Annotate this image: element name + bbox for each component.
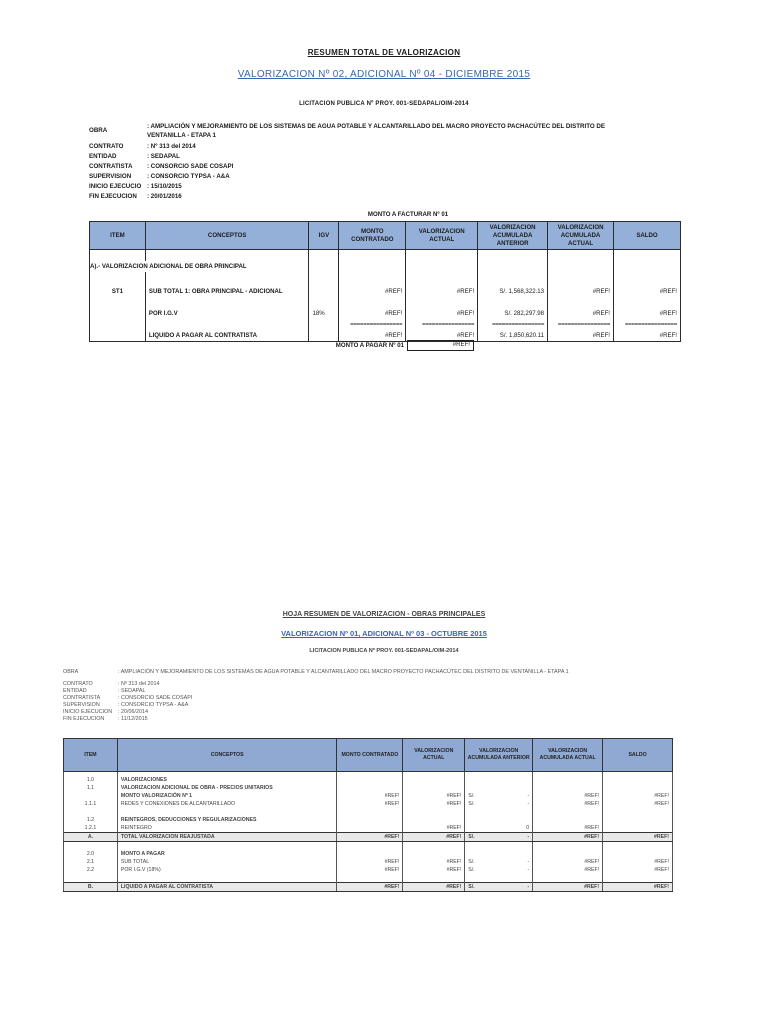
table-row (90, 330, 681, 342)
cell-saldo: #REF! (603, 858, 673, 866)
doc2-info-block (63, 669, 683, 729)
obra-value-2: VENTANILLA - ETAPA 1 (147, 132, 216, 139)
cell-actual (403, 874, 465, 883)
table-row (64, 824, 673, 833)
cell-acum (533, 842, 603, 851)
info-value: : CONSORCIO TYPSA - A&A (118, 702, 189, 708)
cell-anterior: S/. 1,568,322.13 (478, 286, 548, 297)
cell-item: A. (64, 833, 118, 842)
cell-monto (337, 776, 403, 784)
cell-anterior: - (477, 800, 533, 808)
cell-saldo (603, 784, 673, 792)
cell-acum (533, 874, 603, 883)
cell-anterior (477, 874, 533, 883)
info-label: ENTIDAD (89, 153, 117, 160)
cell-actual: #REF! (403, 866, 465, 874)
cell-saldo: #REF! (603, 792, 673, 800)
cell-actual: #REF! (403, 858, 465, 866)
info-value: : 11/12/2015 (118, 716, 148, 722)
info-label: ENTIDAD (63, 688, 87, 694)
cell-concepto: POR I.G.V (18%) (117, 866, 337, 874)
cell-item (64, 792, 118, 800)
info-value: : SEDAPAL (147, 153, 180, 160)
cell-sol: S/. (465, 858, 477, 866)
table-row (90, 308, 681, 319)
table-row (64, 776, 673, 784)
cell-concepto: REINTEGROS, DEDUCCIONES Y REGULARIZACIONES (117, 816, 337, 824)
cell-item: 2.1 (64, 858, 118, 866)
doc2-licitacion: LICITACION PUBLICA Nº PROY. 001-SEDAPAL/OIM-2014 (309, 648, 459, 654)
cell-concepto: MONTO VALORIZACIÓN Nº 1 (117, 792, 337, 800)
cell-saldo (603, 824, 673, 833)
info-value: : 20/06/2014 (118, 709, 148, 715)
cell-monto: #REF! (337, 792, 403, 800)
cell-monto: #REF! (339, 330, 406, 342)
info-label: INICIO EJECUCION (63, 709, 113, 715)
cell-sol: S/. (465, 866, 477, 874)
table-row (64, 883, 673, 892)
col-header: VALORIZACION ACUMULADA ANTERIOR (478, 222, 548, 250)
col-header: ITEM (90, 222, 146, 250)
cell-acum: #REF! (533, 866, 603, 874)
dash-separator: ================ (406, 319, 478, 330)
cell-concepto: VALORIZACIONES (117, 776, 337, 784)
cell-acum: #REF! (548, 286, 614, 297)
cell-sol: S/. (465, 883, 477, 892)
table-row (64, 792, 673, 800)
cell-anterior (477, 850, 533, 858)
dash-separator: ================ (478, 319, 548, 330)
cell-anterior (477, 842, 533, 851)
cell-item: 1.1.1 (64, 800, 118, 808)
cell-monto (337, 874, 403, 883)
table-row (64, 833, 673, 842)
cell-saldo (603, 842, 673, 851)
cell-actual: #REF! (403, 883, 465, 892)
cell-item: 1.1 (64, 784, 118, 792)
cell-saldo (603, 850, 673, 858)
info-value: : Nº 313 del 2014 (118, 681, 160, 687)
table-row (64, 808, 673, 816)
doc1-subtitle: VALORIZACION Nº 02, ADICIONAL Nº 04 - DICIEMBRE 2015 (237, 69, 531, 80)
cell-actual: #REF! (403, 824, 465, 833)
info-label: CONTRATISTA (89, 163, 133, 170)
cell-igv: 18% (309, 308, 339, 319)
cell-monto (337, 824, 403, 833)
cell-monto: #REF! (337, 800, 403, 808)
cell-concepto: SUB TOTAL 1: OBRA PRINCIPAL - ADICIONAL (145, 286, 309, 297)
col-header: VALORIZACION ACTUAL (406, 222, 478, 250)
table-row (64, 800, 673, 808)
cell-sol (465, 776, 477, 784)
cell-sol: S/. (465, 833, 477, 842)
cell-anterior: - (477, 792, 533, 800)
info-label: INICIO EJECUCIO (89, 183, 142, 190)
cell-item: B. (64, 883, 118, 892)
cell-saldo: #REF! (603, 833, 673, 842)
cell-sol (465, 816, 477, 824)
cell-sol (465, 784, 477, 792)
cell-concepto: SUB TOTAL (117, 858, 337, 866)
obra-value-1: : AMPLIACIÓN Y MEJORAMIENTO DE LOS SISTEMAS DE AGUA POTABLE Y ALCANTARILLADO DEL MACRO PROYECTO PACHACÚTEC DEL DISTRITO DE (147, 123, 606, 130)
table-row (64, 816, 673, 824)
col-header: IGV (309, 222, 339, 250)
cell-item (64, 808, 118, 816)
table-row (64, 866, 673, 874)
cell-actual (403, 784, 465, 792)
obra-label: OBRA (63, 669, 79, 675)
cell-concepto: LIQUIDO A PAGAR AL CONTRATISTA (117, 883, 337, 892)
monto-facturar-label: MONTO A FACTURAR Nº 01 (367, 211, 449, 218)
cell-acum (533, 784, 603, 792)
col-header: CONCEPTOS (145, 222, 309, 250)
info-label: CONTRATO (89, 143, 124, 150)
cell-concepto: REDES Y CONEXIONES DE ALCANTARILLADO (117, 800, 337, 808)
col-header: VALORIZACION ACUMULADA ACTUAL (548, 222, 614, 250)
table-row (64, 858, 673, 866)
cell-acum: #REF! (533, 824, 603, 833)
cell-saldo: #REF! (614, 286, 681, 297)
cell-sol (465, 824, 477, 833)
cell-acum: #REF! (533, 792, 603, 800)
cell-monto: #REF! (337, 833, 403, 842)
cell-concepto: POR I.G.V (145, 308, 309, 319)
doc2-title: HOJA RESUMEN DE VALORIZACION - OBRAS PRINCIPALES (282, 611, 486, 618)
cell-concepto (117, 808, 337, 816)
cell-monto: #REF! (337, 866, 403, 874)
cell-saldo (603, 776, 673, 784)
cell-actual: #REF! (406, 330, 478, 342)
cell-sol (465, 842, 477, 851)
cell-actual: #REF! (406, 308, 478, 319)
info-label: FIN EJECUCION (89, 193, 137, 200)
col-header: MONTO CONTRATADO (339, 222, 406, 250)
cell-monto: #REF! (337, 858, 403, 866)
col-header: ITEM (64, 739, 118, 772)
table-row (64, 874, 673, 883)
info-value: : Nº 313 del 2014 (147, 143, 196, 150)
cell-anterior: 0 (477, 824, 533, 833)
info-value: : CONSORCIO SADE COSAPI (118, 695, 193, 701)
cell-saldo: #REF! (614, 308, 681, 319)
cell-anterior (477, 776, 533, 784)
cell-monto (337, 784, 403, 792)
cell-item: ST1 (90, 286, 146, 297)
cell-item: 1.2.1 (64, 824, 118, 833)
table-row (90, 261, 681, 272)
info-value: : CONSORCIO SADE COSAPI (147, 163, 234, 170)
dash-separator: ================ (548, 319, 614, 330)
cell-anterior: - (477, 883, 533, 892)
cell-actual: #REF! (403, 792, 465, 800)
cell-concepto (117, 874, 337, 883)
col-header: SALDO (614, 222, 681, 250)
cell-item: 1.0 (64, 776, 118, 784)
cell-concepto: MONTO A PAGAR (117, 850, 337, 858)
cell-anterior: S/. 282,297.98 (478, 308, 548, 319)
cell-saldo: #REF! (603, 883, 673, 892)
cell-monto: #REF! (339, 286, 406, 297)
cell-actual: #REF! (406, 286, 478, 297)
cell-actual (403, 850, 465, 858)
cell-actual (403, 776, 465, 784)
cell-item: 2.2 (64, 866, 118, 874)
info-label: CONTRATO (63, 681, 93, 687)
cell-actual (403, 808, 465, 816)
cell-actual (403, 816, 465, 824)
doc1-title: RESUMEN TOTAL DE VALORIZACION (307, 48, 461, 57)
info-value: : SEDAPAL (118, 688, 146, 694)
table-row (64, 850, 673, 858)
cell-acum: #REF! (548, 330, 614, 342)
cell-anterior: - (477, 833, 533, 842)
cell-monto (337, 808, 403, 816)
col-header: VALORIZACION ACTUAL (403, 739, 465, 772)
dash-separator: ================ (339, 319, 406, 330)
cell-acum (533, 816, 603, 824)
cell-item: 2.0 (64, 850, 118, 858)
cell-saldo (603, 874, 673, 883)
cell-anterior: - (477, 866, 533, 874)
cell-sol (465, 808, 477, 816)
table-row (90, 286, 681, 297)
cell-item (64, 874, 118, 883)
cell-monto (337, 850, 403, 858)
section-a-label: A).- VALORIZACION ADICIONAL DE OBRA PRINCIPAL (90, 261, 309, 272)
cell-item: 1.2 (64, 816, 118, 824)
monto-pagar-value: #REF! (407, 340, 474, 351)
dash-row (90, 319, 681, 330)
cell-sol: S/. (465, 792, 477, 800)
cell-item (64, 842, 118, 851)
cell-anterior (477, 816, 533, 824)
cell-anterior (477, 784, 533, 792)
doc1-licitacion: LICITACION PUBLICA Nº PROY. 001-SEDAPAL/OIM-2014 (299, 101, 469, 107)
col-header: VALORIZACION ACUMULADA ANTERIOR (465, 739, 533, 772)
cell-concepto (117, 842, 337, 851)
cell-acum (533, 776, 603, 784)
cell-concepto: REINTEGRO (117, 824, 337, 833)
cell-actual (403, 842, 465, 851)
cell-anterior (477, 808, 533, 816)
col-header: VALORIZACION ACUMULADA ACTUAL (533, 739, 603, 772)
info-value: : CONSORCIO TYPSA - A&A (147, 173, 230, 180)
doc1-info-block (89, 124, 689, 204)
info-label: CONTRATISTA (63, 695, 101, 701)
table-row (64, 784, 673, 792)
cell-sol (465, 874, 477, 883)
cell-monto (337, 842, 403, 851)
info-value: : 20/01/2016 (147, 193, 182, 200)
cell-anterior: S/. 1,850,620.11 (478, 330, 548, 342)
doc2-subtitle: VALORIZACION Nº 01, ADICIONAL Nº 03 - OCTUBRE 2015 (281, 629, 487, 638)
cell-acum: #REF! (533, 883, 603, 892)
col-header: CONCEPTOS (117, 739, 337, 772)
dash-separator: ================ (614, 319, 681, 330)
cell-actual: #REF! (403, 833, 465, 842)
cell-monto (337, 816, 403, 824)
info-label: SUPERVISION (63, 702, 100, 708)
cell-sol: S/. (465, 800, 477, 808)
cell-acum: #REF! (533, 833, 603, 842)
cell-monto: #REF! (339, 308, 406, 319)
col-header: MONTO CONTRATADO (337, 739, 403, 772)
cell-concepto: LIQUIDO A PAGAR AL CONTRATISTA (145, 330, 309, 342)
cell-sol (465, 850, 477, 858)
valorizacion-table-2 (63, 738, 673, 892)
valorizacion-table-1 (89, 221, 681, 342)
obra-label: OBRA (89, 127, 108, 134)
cell-actual: #REF! (403, 800, 465, 808)
table-row (64, 842, 673, 851)
cell-saldo (603, 808, 673, 816)
cell-igv (309, 286, 339, 297)
cell-acum: #REF! (533, 800, 603, 808)
cell-acum: #REF! (533, 858, 603, 866)
cell-concepto: TOTAL VALORIZACION REAJUSTADA (117, 833, 337, 842)
cell-monto: #REF! (337, 883, 403, 892)
cell-saldo: #REF! (603, 800, 673, 808)
cell-saldo (603, 816, 673, 824)
cell-saldo: #REF! (614, 330, 681, 342)
obra-value: : AMPLIACIÓN Y MEJORAMIENTO DE LOS SISTEMAS DE AGUA POTABLE Y ALCANTARILLADO DEL MACRO PROYECTO PACHACÚTEC DEL DISTRITO DE VENTANILLA - ETAPA 1 (118, 669, 569, 675)
cell-anterior: - (477, 858, 533, 866)
monto-pagar-label: MONTO A PAGAR Nº 01 (335, 342, 404, 349)
cell-acum (533, 808, 603, 816)
info-label: FIN EJECUCION (63, 716, 105, 722)
cell-acum (533, 850, 603, 858)
cell-acum: #REF! (548, 308, 614, 319)
info-value: : 15/10/2015 (147, 183, 182, 190)
cell-concepto: VALORIZACION ADICIONAL DE OBRA - PRECIOS UNITARIOS (117, 784, 337, 792)
cell-saldo: #REF! (603, 866, 673, 874)
col-header: SALDO (603, 739, 673, 772)
info-label: SUPERVISION (89, 173, 132, 180)
